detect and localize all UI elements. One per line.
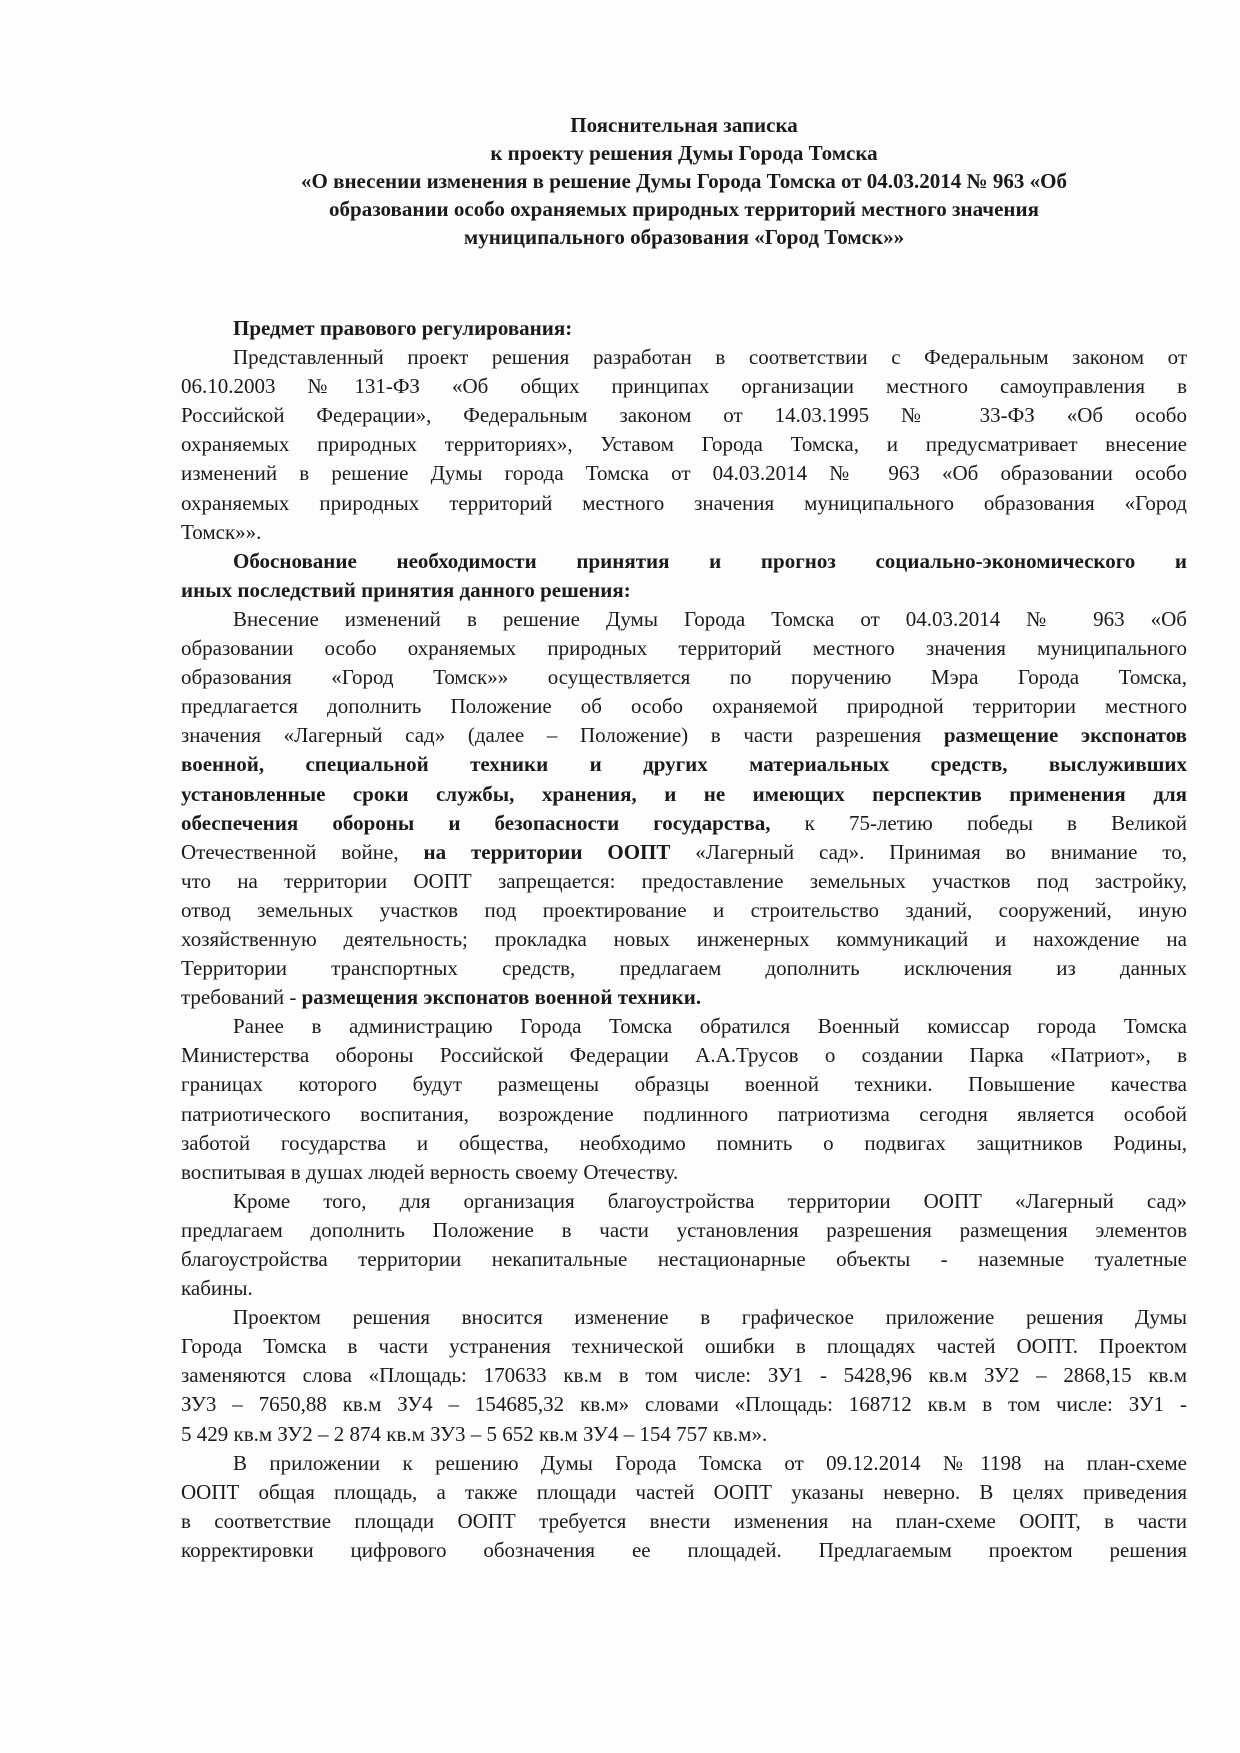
paragraph — [181, 343, 1187, 547]
text: воспитывая в душах людей верность своему Отечеству. — [181, 1159, 679, 1184]
text: охраняемых природных территорий местного значения муниципального образования «Город — [181, 490, 1187, 515]
title-line: «О внесении изменения в решение Думы Города Томска от 04.03.2014 № 963 «Об — [301, 169, 1067, 193]
text-line — [181, 489, 1187, 518]
text-line — [181, 605, 1187, 634]
paragraph — [181, 1012, 1187, 1187]
text-line — [181, 1129, 1187, 1158]
text: к 75-летию победы в Великой — [770, 810, 1187, 835]
text-line — [181, 1041, 1187, 1070]
text-line — [181, 780, 1187, 809]
text: Кроме того, для организация благоустройства территории ООПТ «Лагерный сад» — [233, 1188, 1187, 1213]
text-line — [181, 896, 1187, 925]
text: Министерства обороны Российской Федерации А.А.Трусов о создании Парка «Патриот», в — [181, 1043, 1187, 1068]
text-line — [181, 401, 1187, 430]
text: изменений в решение Думы города Томска от 04.03.2014 № 963 «Об образовании особо — [181, 461, 1187, 486]
text-line — [181, 750, 1187, 779]
text-line — [181, 1449, 1187, 1478]
text: 06.10.2003 №131-ФЗ «Об общих принципах организации местного самоуправления в — [181, 374, 1187, 399]
text-line — [181, 1187, 1187, 1216]
text-line — [181, 1012, 1187, 1041]
text: предлагается дополнить Положение об особо охраняемой природной территории местного — [181, 694, 1187, 719]
text: ЗУ3 – 7650,88 кв.м ЗУ4 – 154685,32 кв.м» словами «Площадь: 168712 кв.м в том числе: ЗУ1 - — [181, 1392, 1187, 1417]
text-line — [181, 925, 1187, 954]
bold-text: обеспечения обороны и безопасности государства, — [181, 810, 771, 835]
text-line — [181, 1420, 1187, 1449]
text-line — [181, 314, 1187, 343]
text: требований - — [181, 985, 302, 1010]
text: образования «Город Томск»» осуществляется по поручению Мэра Города Томска, — [181, 665, 1187, 690]
section-heading — [181, 547, 1187, 605]
text: корректировки цифрового обозначения ее площадей. Предлагаемым проектом решения — [181, 1537, 1187, 1562]
text: Представленный проект решения разработан в соответствии с Федеральным законом от — [233, 345, 1187, 370]
text-line — [181, 954, 1187, 983]
text: Предмет правового регулирования: — [233, 316, 573, 340]
text: патриотического воспитания, возрождение подлинного патриотизма сегодня является особой — [181, 1101, 1187, 1126]
text: Внесение изменений в решение Думы Города Томска от 04.03.2014 № 963 «Об — [233, 606, 1187, 631]
text-line — [181, 459, 1187, 488]
text: Российской Федерации», Федеральным законом от 14.03.1995 № 33-ФЗ «Об особо — [181, 403, 1187, 428]
text: «Лагерный сад». Принимая во внимание то, — [670, 839, 1187, 864]
text: В приложении к решению Думы Города Томска от 09.12.2014 №1198 на план-схеме — [233, 1450, 1187, 1475]
bold-text: размещения экспонатов военной техники. — [301, 985, 702, 1010]
text-line — [181, 1332, 1187, 1361]
text: Территории транспортных средств, предлагаем дополнить исключения из данных — [181, 956, 1187, 981]
text: Отечественной войне, — [181, 839, 424, 864]
text-line — [181, 983, 1187, 1012]
bold-text: установленные сроки службы, хранения, и не имеющих перспектив применения для — [181, 781, 1187, 806]
text: образовании особо охраняемых природных территорий местного значения муниципального — [181, 636, 1187, 661]
text-line — [181, 1507, 1187, 1536]
text-line — [181, 1216, 1187, 1245]
title-line: к проекту решения Думы Города Томска — [490, 141, 878, 165]
text: в соответствие площади ООПТ требуется внести изменения на план-схеме ООПТ, в части — [181, 1508, 1187, 1533]
text: Ранее в администрацию Города Томска обратился Военный комиссар города Томска — [233, 1014, 1187, 1039]
text-line — [181, 1158, 1187, 1187]
text-line — [181, 343, 1187, 372]
text: охраняемых природных территориях», Уставом Города Томска, и предусматривает внесение — [181, 432, 1187, 457]
document-title — [181, 111, 1187, 251]
text-line — [181, 372, 1187, 401]
text: что на территории ООПТ запрещается: предоставление земельных участков под застройку, — [181, 868, 1187, 893]
title-line: муниципального образования «Город Томск»» — [463, 225, 905, 249]
bold-text: на территории ООПТ — [423, 839, 671, 864]
text-line — [181, 1361, 1187, 1390]
text-line — [181, 1070, 1187, 1099]
text-line — [181, 1100, 1187, 1129]
text-line — [181, 518, 1187, 547]
text-line — [181, 663, 1187, 692]
bold-text: военной, специальной техники и других материальных средств, выслуживших — [181, 752, 1187, 777]
text-line — [181, 576, 1187, 605]
paragraph — [181, 605, 1187, 1012]
text-line — [181, 1303, 1187, 1332]
text-line — [181, 547, 1187, 576]
text: заменяются слова «Площадь: 170633 кв.м в том числе: ЗУ1 - 5428,96 кв.м ЗУ2 – 2868,15 кв.м — [181, 1363, 1187, 1388]
paragraph — [181, 1187, 1187, 1303]
paragraph — [181, 1303, 1187, 1448]
bold-text: размещение экспонатов — [943, 723, 1188, 748]
text: отвод земельных участков под проектирование и строительство зданий, сооружений, иную — [181, 897, 1187, 922]
text-line — [181, 1478, 1187, 1507]
text-line — [181, 1274, 1187, 1303]
text: Обоснование необходимости принятия и прогноз социально-экономического и — [233, 548, 1187, 573]
text: иных последствий принятия данного решения: — [181, 577, 631, 602]
text: Города Томска в части устранения технической ошибки в площадях частей ООПТ. Проектом — [181, 1334, 1187, 1359]
text-line — [181, 838, 1187, 867]
title-line: Пояснительная записка — [570, 113, 798, 137]
text-line — [181, 809, 1187, 838]
text: 5 429 кв.м ЗУ2 – 2 874 кв.м ЗУ3 – 5 652 кв.м ЗУ4 – 154 757 кв.м». — [181, 1421, 768, 1446]
text: значения «Лагерный сад» (далее – Положение) в части разрешения — [181, 723, 944, 748]
text: ООПТ общая площадь, а также площади частей ООПТ указаны неверно. В целях приведения — [181, 1479, 1187, 1504]
document-body — [181, 314, 1187, 1565]
section-heading — [181, 314, 1187, 343]
text-line — [181, 721, 1187, 750]
text: заботой государства и общества, необходимо помнить о подвигах защитников Родины, — [181, 1130, 1187, 1155]
text: предлагаем дополнить Положение в части установления разрешения размещения элементов — [181, 1217, 1187, 1242]
text-line — [181, 634, 1187, 663]
text: Томск»». — [181, 519, 262, 544]
title-line: образовании особо охраняемых природных территорий местного значения — [329, 197, 1039, 221]
paragraph — [181, 1449, 1187, 1565]
text: границах которого будут размещены образцы военной техники. Повышение качества — [181, 1072, 1187, 1097]
text-line — [181, 430, 1187, 459]
text-line — [181, 1390, 1187, 1419]
text: хозяйственную деятельность; прокладка новых инженерных коммуникаций и нахождение на — [181, 926, 1187, 951]
text-line — [181, 867, 1187, 896]
text-line — [181, 1536, 1187, 1565]
text: кабины. — [181, 1276, 253, 1301]
text-line — [181, 1245, 1187, 1274]
text: Проектом решения вносится изменение в графическое приложение решения Думы — [233, 1305, 1187, 1330]
text-line — [181, 692, 1187, 721]
text: благоустройства территории некапитальные нестационарные объекты - наземные туалетные — [181, 1247, 1187, 1271]
